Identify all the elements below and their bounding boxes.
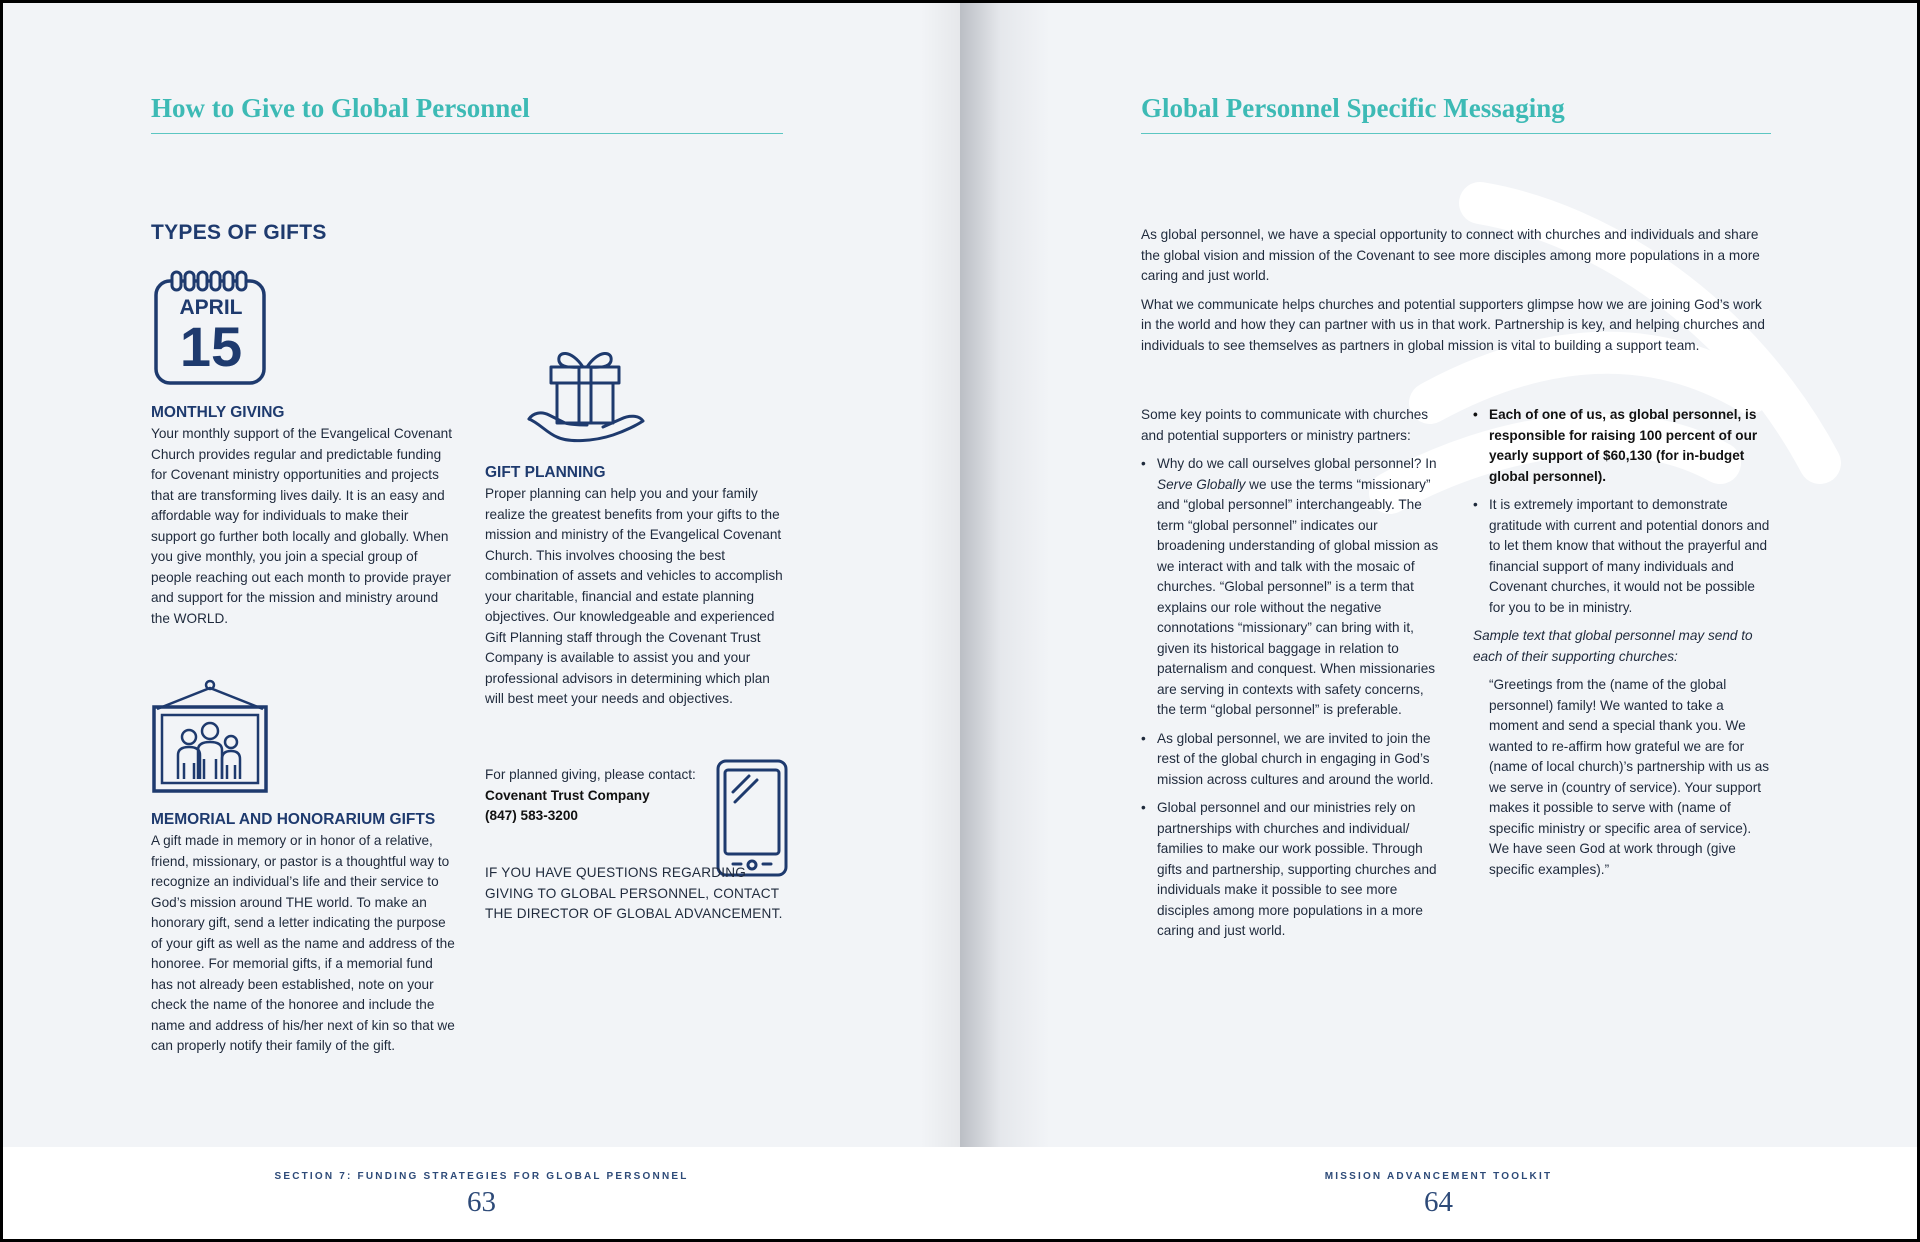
monthly-giving-body: Your monthly support of the Evangelical Covenant Church provides regular and predictable funding for Covenant ministry opportunities and projects that are transforming lives daily. It is an easy and affordable way for individuals to make their support go further both locally and globally. When you give monthly, you join a special group of people reaching out each month to provide prayer and support for the mission and ministry around the WORLD.: [151, 426, 453, 626]
left-page: [3, 3, 960, 1239]
contact-intro: For planned giving, please contact:: [485, 767, 696, 782]
gift-planning-title: GIFT PLANNING: [485, 464, 606, 481]
footer-right: [960, 1147, 1917, 1239]
list-item: • It is extremely important to demonstrate gratitude with current and potential donors and to let them know that without the prayerful and financial support of many individuals and Covenant churches, it would not be possible for you to be in ministry.: [1473, 495, 1773, 618]
sample-text-label: Sample text that global personnel may send to each of their supporting churches:: [1473, 628, 1753, 664]
list-item: • As global personnel, we are invited to join the rest of the global church in engaging in God’s mission across cultures and around the world.: [1141, 729, 1446, 791]
footer-section-label: SECTION 7: FUNDING STRATEGIES FOR GLOBAL PERSONNEL: [274, 1171, 689, 1182]
footer-section-label: MISSION ADVANCEMENT TOOLKIT: [1324, 1171, 1553, 1182]
family-portrait-icon: [151, 679, 269, 800]
key-points-column-2: [1473, 405, 1773, 880]
page-number-left: 63: [467, 1186, 496, 1218]
list-item: • Each of one of us, as global personnel, is responsible for raising 100 percent of our yearly support of $60,130 (for in-budget global personnel).: [1473, 405, 1773, 487]
page-heading-right: Global Personnel Specific Messaging: [1141, 93, 1565, 123]
intro-paragraph-1: As global personnel, we have a special opportunity to connect with churches and individuals and share the global vision and mission of the Covenant to see more disciples among more populations in a more caring and just world.: [1141, 227, 1760, 283]
book-spread: [3, 3, 1917, 1239]
contact-company: Covenant Trust Company: [485, 787, 650, 803]
questions-note: IF YOU HAVE QUESTIONS REGARDING GIVING TO GLOBAL PERSONNEL, CONTACT THE DIRECTOR OF GLOBAL ADVANCEMENT.: [485, 865, 783, 921]
list-item: • Global personnel and our ministries rely on partnerships with churches and individual/ families to make our work possible. Through gifts and partnership, supporting churches and individuals make it possible to see more disciples among more populations in a more caring and just world.: [1141, 798, 1446, 942]
heading-rule-left: [151, 133, 783, 134]
bullet-1-rest: we use the terms “missionary” and “global personnel” interchangeably. The term “global personnel” indicates our broadening understanding of global mission as we interact with and talk with the mosaic of churches. “Global personnel” is a term that explains our role without the negative connotations “missionary” can bring with it, given its historical baggage in relation to paternalism and conquest. When missionaries are serving in contexts with safety concerns, the term “global personnel” is preferable.: [1157, 476, 1439, 717]
sample-text: “Greetings from the (name of the global personnel) family! We wanted to take a moment and send a special thank you. We wanted to re-affirm how grateful we are for (name of local church)’s partnership with us as we serve in (country of service). Your support makes it possible to serve with (name of specific ministry or specific area of service). We have seen God at work through (give specific examples).”: [1489, 677, 1770, 877]
key-points-column: [1141, 405, 1446, 950]
contact-phone[interactable]: (847) 583-3200: [485, 808, 578, 823]
intro-paragraph-2: What we communicate helps churches and potential supporters glimpse how we are joining God’s work in the world and how they can partner with us in that work. Partnership is key, and helping churches and individuals to see themselves as partners in global mission is vital to building a support team.: [1141, 296, 1765, 353]
calendar-month: APRIL: [179, 296, 243, 319]
contact-block: [485, 765, 715, 827]
memorial-gifts-title: MEMORIAL AND HONORARIUM GIFTS: [151, 811, 436, 828]
bullet-1-lead: Why do we call ourselves global personnel? In: [1157, 456, 1437, 471]
page-heading-left: How to Give to Global Personnel: [151, 93, 530, 123]
key-points-list-2: [1473, 405, 1773, 618]
key-points-list: [1141, 454, 1446, 942]
spine-shadow-left: [920, 3, 960, 1239]
spine-shadow-right: [960, 3, 1050, 1239]
monthly-giving-title: MONTHLY GIVING: [151, 404, 285, 421]
calendar-icon: [153, 269, 269, 392]
gift-planning-body: Proper planning can help you and your family realize the greatest benefits from your gifts to the mission and ministry of the Evangelical Covenant Church. This involves choosing the best combination of assets and vehicles to accomplish your charitable, financial and estate planning objectives. Our knowledgeable and experienced Gift Planning staff through the Covenant Trust Company is available to assist you and your professional advisors in determining which plan will best meet your needs and objectives.: [485, 486, 783, 706]
memorial-gifts-body: A gift made in memory or in honor of a relative, friend, missionary, or pastor is a thoughtful way to recognize an individual’s life and their service to God’s mission around THE world. To make an honorary gift, send a letter indicating the purpose of your gift as well as the name and address of the honoree. For memorial gifts, if a memorial fund has not already been established, note on your check the name of the honoree and include the name and address of his/her next of kin so that we can properly notify their family of the gift.: [151, 833, 455, 1053]
footer-left: [3, 1147, 960, 1239]
gift-in-hand-icon: [525, 337, 647, 454]
key-points-intro: Some key points to communicate with churches and potential supporters or ministry partners:: [1141, 407, 1429, 443]
bullet-1-italic: Serve Globally: [1157, 476, 1246, 492]
heading-rule-right: [1141, 133, 1771, 134]
page-number-right: 64: [1424, 1186, 1453, 1218]
intro-block: [1141, 225, 1773, 356]
list-item: [1141, 454, 1446, 721]
types-of-gifts-title: TYPES OF GIFTS: [151, 221, 327, 244]
right-page: [960, 3, 1917, 1239]
calendar-day: 15: [179, 315, 243, 378]
